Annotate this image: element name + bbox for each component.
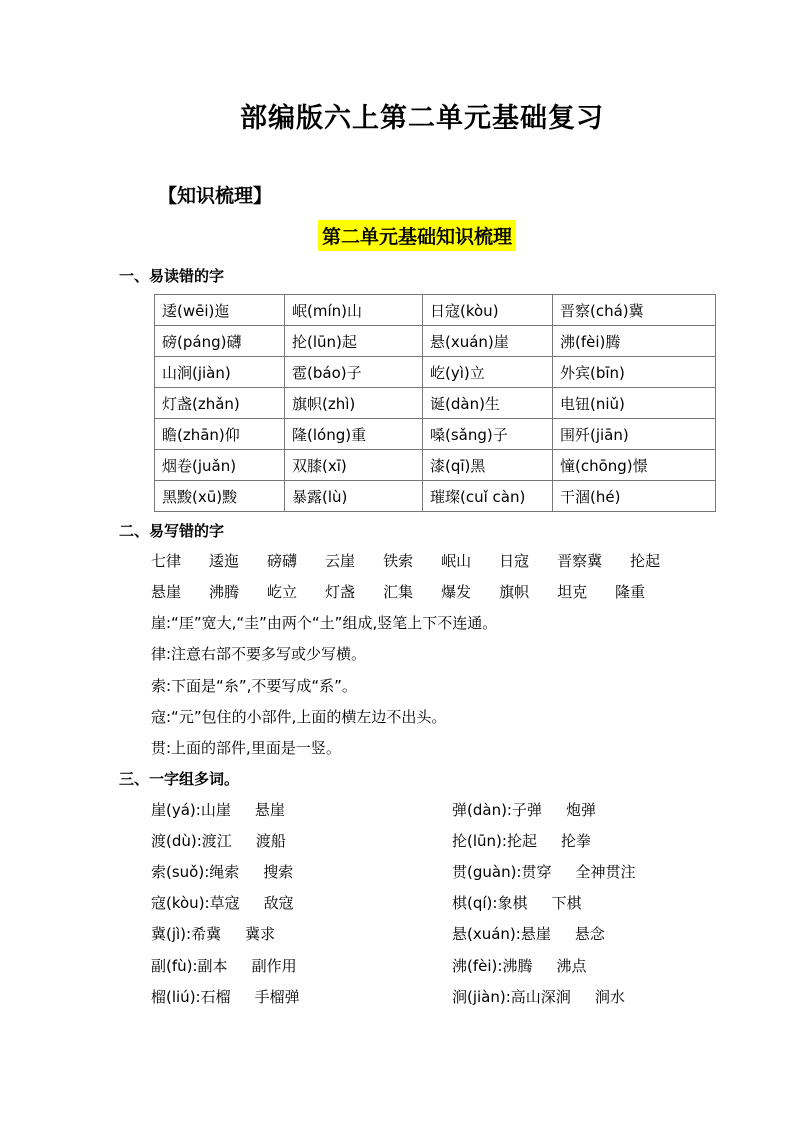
word-group-entry <box>151 892 294 913</box>
entry-word: 抡拳 <box>560 832 591 850</box>
word-group-entry <box>452 892 581 913</box>
table-cell: 灯盏(zhǎn) <box>155 388 285 419</box>
entry-char: 沸(fèi): <box>452 957 503 975</box>
word-group-entry <box>151 861 293 882</box>
entry-char: 棋(qí): <box>452 894 498 912</box>
entry-word: 冀求 <box>245 925 276 943</box>
table-cell: 逶(wēi)迤 <box>155 295 285 326</box>
table-cell: 电钮(niǔ) <box>553 388 716 419</box>
entry-char: 贯(guàn): <box>452 863 522 881</box>
entry-word: 敌寇 <box>263 894 294 912</box>
entry-word: 山崖 <box>200 801 231 819</box>
table-cell: 隆(lóng)重 <box>285 419 423 450</box>
table-cell: 双膝(xī) <box>285 450 423 481</box>
entry-char: 涧(jiàn): <box>452 988 511 1006</box>
table-row <box>155 450 716 481</box>
table-row <box>155 295 716 326</box>
table-cell: 暴露(lù) <box>285 481 423 512</box>
entry-word: 下棋 <box>551 894 582 912</box>
word-group-entry <box>151 799 285 820</box>
table-cell: 雹(báo)子 <box>285 357 423 388</box>
note-lv: 律:注意右部不要多写或少写横。 <box>151 645 367 663</box>
entry-word: 副作用 <box>251 957 297 975</box>
entry-word: 沸腾 <box>502 957 533 975</box>
table-cell: 璀璨(cuǐ càn) <box>423 481 553 512</box>
word-item: 沸腾 <box>209 583 240 601</box>
word-group-entry <box>452 830 591 851</box>
table-cell: 外宾(bīn) <box>553 357 716 388</box>
word-item: 岷山 <box>441 552 472 570</box>
table-cell: 憧(chōng)憬 <box>553 450 716 481</box>
table-row <box>155 419 716 450</box>
word-item: 晋察冀 <box>557 552 603 570</box>
note-kou: 寇:“元”包住的小部件,上面的横左边不出头。 <box>151 708 447 726</box>
miswritten-words-line-2 <box>151 581 673 602</box>
entry-word: 炮弹 <box>566 801 597 819</box>
entry-word: 全神贯注 <box>575 863 636 881</box>
entry-word: 草寇 <box>209 894 240 912</box>
word-group-entry <box>151 986 300 1007</box>
entry-char: 渡(dù): <box>151 832 202 850</box>
word-item: 旗帜 <box>499 583 530 601</box>
table-cell: 嗓(sǎng)子 <box>423 419 553 450</box>
banner-container <box>0 220 794 251</box>
entry-word: 悬崖 <box>254 801 285 819</box>
table-cell: 诞(dàn)生 <box>423 388 553 419</box>
table-cell: 屹(yì)立 <box>423 357 553 388</box>
miswritten-words-line-1 <box>151 550 688 571</box>
word-item: 悬崖 <box>151 583 182 601</box>
word-item: 磅礴 <box>267 552 298 570</box>
entry-word: 手榴弹 <box>254 988 300 1006</box>
word-item: 七律 <box>151 552 182 570</box>
entry-word: 渡江 <box>201 832 232 850</box>
entry-char: 榴(liú): <box>151 988 201 1006</box>
unit-banner: 第二单元基础知识梳理 <box>318 220 516 251</box>
table-row <box>155 326 716 357</box>
entry-word: 石榴 <box>200 988 231 1006</box>
entry-char: 索(suǒ): <box>151 863 210 881</box>
entry-word: 高山深涧 <box>510 988 571 1006</box>
word-group-entry <box>151 955 297 976</box>
entry-word: 象棋 <box>497 894 528 912</box>
section3-heading: 三、一字组多词。 <box>119 770 240 788</box>
entry-word: 贯穿 <box>521 863 552 881</box>
table-cell: 日寇(kòu) <box>423 295 553 326</box>
word-group-entry <box>452 861 636 882</box>
entry-word: 悬念 <box>574 925 605 943</box>
section1-heading: 一、易读错的字 <box>119 267 225 285</box>
word-item: 屹立 <box>267 583 298 601</box>
entry-char: 冀(jì): <box>151 925 192 943</box>
word-item: 汇集 <box>383 583 414 601</box>
page-title: 部编版六上第二单元基础复习 <box>240 103 604 134</box>
word-group-entry <box>151 923 275 944</box>
word-item: 逶迤 <box>209 552 240 570</box>
note-ya: 崖:“厓”宽大,“圭”由两个“土”组成,竖笔上下不连通。 <box>151 614 498 632</box>
entry-char: 崖(yá): <box>151 801 201 819</box>
entry-word: 沸点 <box>556 957 587 975</box>
word-item: 铁索 <box>383 552 414 570</box>
section2-heading: 二、易写错的字 <box>119 522 225 540</box>
entry-word: 子弹 <box>511 801 542 819</box>
table-cell: 岷(mín)山 <box>285 295 423 326</box>
entry-word: 搜索 <box>263 863 294 881</box>
entry-char: 悬(xuán): <box>452 925 521 943</box>
word-item: 云崖 <box>325 552 356 570</box>
word-item: 坦克 <box>557 583 588 601</box>
entry-word: 副本 <box>197 957 228 975</box>
table-cell: 烟卷(juǎn) <box>155 450 285 481</box>
entry-word: 渡船 <box>255 832 286 850</box>
word-item: 灯盏 <box>325 583 356 601</box>
table-cell: 旗帜(zhì) <box>285 388 423 419</box>
word-item: 日寇 <box>499 552 530 570</box>
entry-char: 寇(kòu): <box>151 894 210 912</box>
table-cell: 抡(lūn)起 <box>285 326 423 357</box>
table-cell: 瞻(zhān)仰 <box>155 419 285 450</box>
table-cell: 黑黢(xū)黢 <box>155 481 285 512</box>
word-group-entry <box>151 830 286 851</box>
table-cell: 晋察(chá)冀 <box>553 295 716 326</box>
entry-word: 绳索 <box>209 863 240 881</box>
entry-word: 悬崖 <box>520 925 551 943</box>
table-cell: 围歼(jiān) <box>553 419 716 450</box>
entry-word: 涧水 <box>594 988 625 1006</box>
word-group-entry <box>452 986 625 1007</box>
word-group-entry <box>452 799 596 820</box>
table-cell: 悬(xuán)崖 <box>423 326 553 357</box>
entry-word: 希冀 <box>191 925 222 943</box>
word-item: 隆重 <box>615 583 646 601</box>
knowledge-heading: 【知识梳理】 <box>158 185 273 207</box>
note-guan: 贯:上面的部件,里面是一竖。 <box>151 739 341 757</box>
word-item: 爆发 <box>441 583 472 601</box>
table-row <box>155 357 716 388</box>
table-cell: 沸(fèi)腾 <box>553 326 716 357</box>
table-row <box>155 388 716 419</box>
word-item: 抡起 <box>630 552 661 570</box>
table-row <box>155 481 716 512</box>
table-cell: 干涸(hé) <box>553 481 716 512</box>
table-cell: 漆(qī)黑 <box>423 450 553 481</box>
entry-word: 抡起 <box>506 832 537 850</box>
note-suo: 索:下面是“糸”,不要写成“系”。 <box>151 677 357 695</box>
entry-char: 抡(lūn): <box>452 832 507 850</box>
table-cell: 磅(páng)礴 <box>155 326 285 357</box>
word-group-entry <box>452 955 586 976</box>
misread-char-table <box>154 294 716 512</box>
word-group-entry <box>452 923 605 944</box>
table-cell: 山涧(jiàn) <box>155 357 285 388</box>
entry-char: 弹(dàn): <box>452 801 512 819</box>
entry-char: 副(fù): <box>151 957 198 975</box>
